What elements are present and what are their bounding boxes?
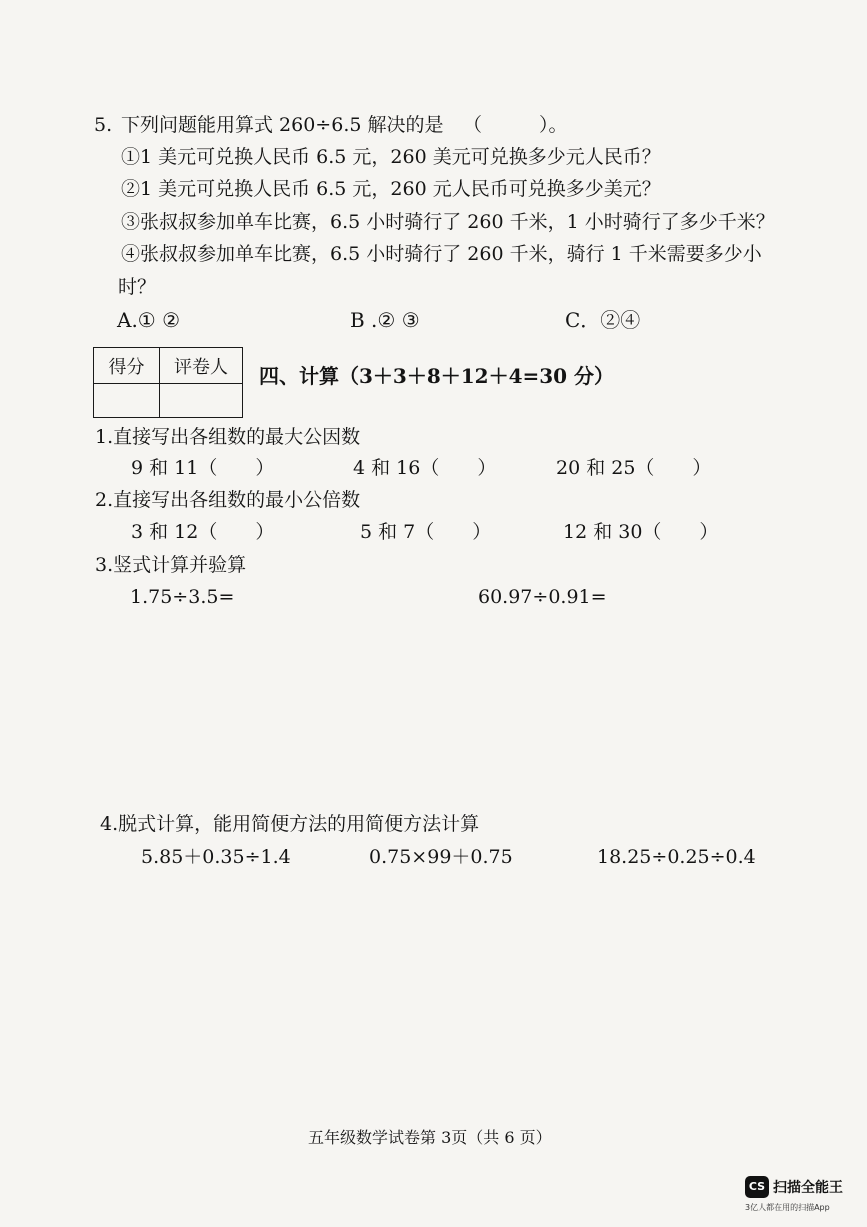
gcf-item-2: 4 和 16（ ） [353, 457, 497, 479]
vertical-calc-2: 60.97÷0.91= [478, 586, 607, 608]
question-5-option-4-continued: 时？ [118, 276, 157, 298]
lcm-item-2: 5 和 7（ ） [360, 521, 492, 543]
score-cell[interactable] [94, 384, 160, 418]
watermark-tagline: 3亿人都在用的扫描App [745, 1203, 830, 1212]
gcf-item-1: 9 和 11（ ） [131, 457, 275, 479]
grader-header: 评卷人 [160, 348, 243, 384]
question-5-option-3: ③张叔叔参加单车比赛，6.5 小时骑行了 260 千米，1 小时骑行了多少千米？ [121, 211, 775, 233]
camscanner-logo-icon: CS [745, 1176, 769, 1198]
grader-cell[interactable] [160, 384, 243, 418]
lcm-item-1: 3 和 12（ ） [131, 521, 275, 543]
question-5-number: 5. [94, 114, 113, 136]
score-header: 得分 [94, 348, 160, 384]
expression-1: 5.85＋0.35÷1.4 [141, 846, 291, 868]
question-5-stem: 下列问题能用算式 260÷6.5 解决的是 [121, 114, 444, 136]
part-1-title: 1.直接写出各组数的最大公因数 [95, 426, 361, 448]
question-5-answer-blank: （ ）。 [463, 114, 568, 136]
choice-a: A.① ② [117, 308, 181, 332]
question-5-option-1: ①1 美元可兑换人民币 6.5 元，260 美元可兑换多少元人民币？ [121, 146, 661, 168]
page-footer: 五年级数学试卷第 3页（共 6 页） [308, 1128, 552, 1147]
expression-3: 18.25÷0.25÷0.4 [597, 846, 756, 868]
vertical-calc-1: 1.75÷3.5= [130, 586, 235, 608]
choice-c: C．②④ [565, 308, 641, 332]
section-4-title: 四、计算（3＋3＋8＋12＋4=30 分） [259, 364, 615, 388]
part-3-title: 3.竖式计算并验算 [95, 554, 247, 576]
question-5-option-4: ④张叔叔参加单车比赛，6.5 小时骑行了 260 千米，骑行 1 千米需要多少小 [121, 243, 762, 265]
score-box [93, 347, 243, 418]
choice-b: B .② ③ [350, 308, 420, 332]
lcm-item-3: 12 和 30（ ） [563, 521, 719, 543]
expression-2: 0.75×99＋0.75 [369, 846, 513, 868]
part-2-title: 2.直接写出各组数的最小公倍数 [95, 489, 361, 511]
gcf-item-3: 20 和 25（ ） [556, 457, 712, 479]
question-5-option-2: ②1 美元可兑换人民币 6.5 元，260 元人民币可兑换多少美元？ [121, 178, 661, 200]
part-4-title: 4.脱式计算，能用简便方法的用简便方法计算 [100, 813, 480, 835]
watermark-brand: 扫描全能王 [773, 1180, 843, 1196]
